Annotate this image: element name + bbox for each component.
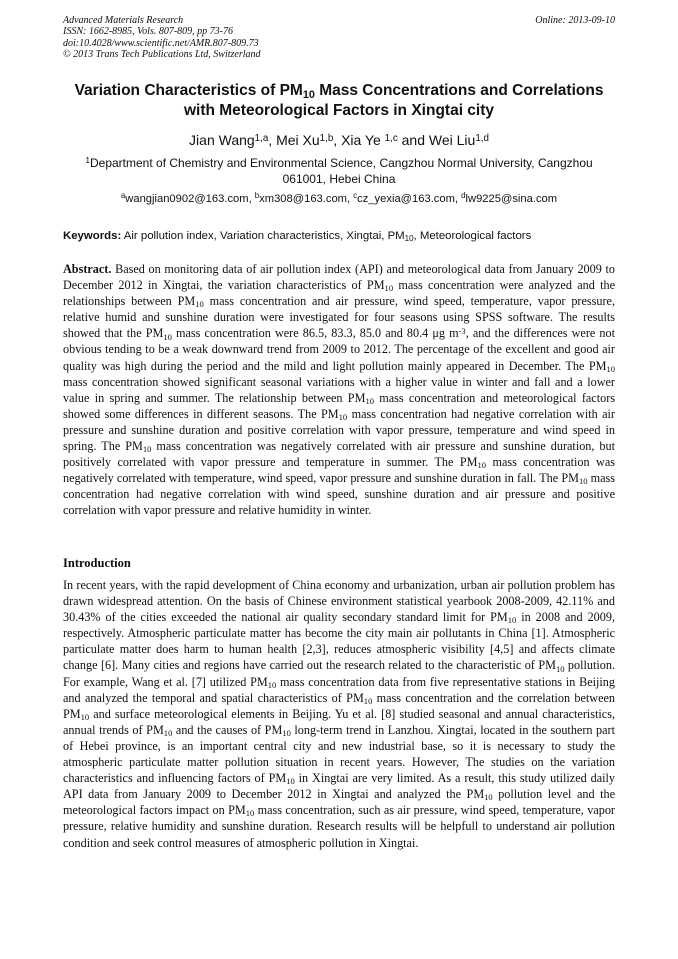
paper-title — [50, 81, 628, 121]
author-name: Jian Wang — [189, 132, 255, 148]
intro-text: pollution level and the meteorological factors impact on PM — [63, 787, 615, 818]
keywords — [63, 229, 623, 244]
intro-text: and the causes of PM — [172, 722, 283, 737]
intro-text: in Xingtai are very limited. As a result, this study utilized daily API data from January 2009 to December 2012 in Xingtai and analyzed the PM — [63, 771, 615, 802]
author-separator: , — [268, 132, 277, 148]
pm-subscript: 10 — [507, 615, 517, 626]
abstract-text: mass concentration were analyzed and the relationships between PM — [63, 278, 616, 309]
pm-subscript: 10 — [282, 727, 291, 738]
journal-name: Advanced Materials Research — [63, 15, 184, 26]
pm-subscript: 10 — [195, 299, 204, 310]
pm-subscript: 10 — [555, 663, 565, 674]
pm-subscript: 10 — [142, 444, 152, 455]
pm-subscript: 10 — [286, 776, 295, 787]
affiliation-number: 1 — [85, 155, 90, 166]
title-part: Variation Characteristics of PM — [74, 82, 303, 99]
email-mark: c — [353, 191, 358, 201]
intro-text: long-term trend in Lanzhou. Xingtai, located in the southern part of Hebei province, is an important central city and new industrial base, so it is necessary to study the atmospheric particulate matter pollution situation in recent years. However, The studies on the variation characteristics and influencing factors of PM — [63, 722, 616, 786]
email-mark: d — [461, 191, 466, 201]
abstract-text: , and the differences were not obvious tending to be a weak downward trend from 2009 to 2012. The percentage of the excellent and good air quality was high during the period and the mild and light pollution mainly appeared in December. The PM — [63, 326, 615, 373]
author-name: Mei Xu — [276, 132, 320, 148]
email-address: xm308@163.com, — [259, 193, 354, 205]
online-date: Online: 2013-09-10 — [535, 15, 615, 26]
email-address: wangjian0902@163.com, — [125, 193, 255, 205]
journal-copyright: © 2013 Trans Tech Publications Ltd, Switzerland — [63, 49, 261, 61]
abstract — [63, 261, 615, 519]
pm-subscript: 10 — [80, 711, 90, 722]
author-affil-mark: 1,d — [475, 132, 489, 144]
pm-subscript: 10 — [365, 395, 374, 406]
abstract-text: mass concentration and meteorological factors showed some differences in different seasons. The PM — [63, 390, 615, 421]
abstract-text: mass concentration was negatively correlated with temperature, wind speed, vapor pressure and sunshine duration in fall. The PM — [63, 455, 616, 486]
author-emails — [50, 192, 628, 207]
intro-text: mass concentration data from five representative stations in Beijing and analyzed the temporal and spatial characteristics of PM — [63, 674, 615, 705]
intro-text: mass concentration, such as air pressure, wind speed, temperature, vapor pressure, relative humidity and sunshine duration. Research results will be helpfull to understand air pollution condition and seek control measures of atmospheric pollution in Xingtai. — [63, 803, 615, 850]
abstract-text: mass concentration had negative correlation with air pressure and sunshine duration and positive correlation with vapor pressure, temperature and wind speed in spring. The PM — [63, 406, 615, 454]
author-list — [50, 131, 628, 149]
keywords-label: Keywords: — [63, 230, 122, 242]
keywords-text: , Meteorological factors — [413, 230, 532, 242]
email-mark: b — [254, 191, 260, 201]
keywords-text: Air pollution index, Variation characteristics, Xingtai, PM — [121, 230, 405, 242]
intro-text: pollution. For example, Wang et al. [7] utilized PM — [63, 658, 615, 689]
pm-subscript: 10 — [267, 679, 277, 690]
email-mark: a — [120, 191, 126, 201]
email-address: lw9225@sina.com — [465, 193, 558, 205]
journal-issn: ISSN: 1662-8985, Vols. 807-809, pp 73-76 — [63, 26, 233, 38]
abstract-text: mass concentration showed significant seasonal variations with a higher value in winter and fall and a lower value in spring and summer. The relationship between PM — [63, 374, 615, 405]
title-subscript: 10 — [302, 88, 315, 101]
pm-subscript: 10 — [384, 283, 394, 294]
author-separator: and — [397, 132, 429, 148]
intro-text: in 2008 and 2009, respectively. Atmospheric particulate matter has become the city main air pollutants in China [1]. Atmospheric particulate matter does harm to human health [2,3], reduces atmospheric visibility [4,5] and affects climate change [6]. Many cities and regions have carried out the research related to the characteristic of PM — [63, 610, 615, 673]
title-part: with Meteorological Factors in Xingtai city — [183, 102, 495, 119]
pm-subscript: 10 — [578, 476, 588, 487]
pm-subscript: 10 — [163, 727, 173, 738]
abstract-text: mass concentration were 86.5, 83.3, 85.0 and 80.4 μg m — [171, 326, 459, 341]
author-affil-mark: 1,c — [384, 132, 398, 144]
abstract-text: mass concentration and air pressure, wind speed, temperature, vapor pressure, relative humid and sunshine duration were investigated for four seasons using SPSS software. The results showed that the PM — [63, 294, 615, 341]
author-affil-mark: 1,b — [319, 132, 334, 144]
author-name: Xia Ye — [341, 132, 381, 148]
pm-subscript: 10 — [163, 331, 172, 342]
unit-superscript: -3 — [458, 325, 466, 336]
email-address: cz_yexia@163.com, — [357, 193, 462, 205]
affiliation — [63, 155, 615, 187]
abstract-text: Based on monitoring data of air pollution index (API) and meteorological data from January 2009 to December 2012 in Xingtai, the variation characteristics of PM — [63, 262, 615, 293]
pm-subscript: 10 — [606, 363, 615, 374]
intro-text: mass concentration and the correlation between PM — [63, 690, 616, 721]
section-heading-introduction: Introduction — [63, 556, 131, 570]
keywords-subscript: 10 — [404, 233, 414, 243]
title-part: Mass Concentrations and Correlations — [314, 82, 604, 99]
journal-header — [63, 15, 615, 61]
pm-subscript: 10 — [477, 460, 487, 471]
author-affil-mark: 1,a — [254, 132, 269, 144]
intro-text: and surface meteorological elements in Beijing. Yu et al. [8] studied seasonal and annual characteristics, annual trends of PM — [63, 706, 615, 737]
pm-subscript: 10 — [245, 808, 255, 819]
author-name: Wei Liu — [428, 132, 476, 148]
author-separator: , — [333, 132, 342, 148]
introduction-body — [63, 577, 615, 851]
pm-subscript: 10 — [338, 411, 348, 422]
journal-doi: doi:10.4028/www.scientific.net/AMR.807-809.73 — [63, 37, 259, 49]
affiliation-text: Department of Chemistry and Environmental Science, Cangzhou Normal University, Cangzhou 061001, Hebei China — [89, 156, 593, 186]
pm-subscript: 10 — [484, 792, 493, 803]
intro-text: In recent years, with the rapid development of China economy and urbanization, urban air pollution problem has drawn widespread attention. On the basis of Chinese environment statistical yearbook 2008-2009, 42.11% and 30.43% of the cities exceeded the national air quality secondary standard limit for PM — [63, 578, 615, 625]
abstract-label: Abstract. — [63, 262, 112, 276]
abstract-text: mass concentration was negatively correlated with air pressure and sunshine duration, but positively correlated with vapor pressure and temperature in summer. The PM — [63, 439, 616, 470]
pm-subscript: 10 — [363, 695, 373, 706]
abstract-text: mass concentration had negative correlation with wind speed, sunshine duration and air pressure and positive correlation with vapor pressure and relative humidity in winter. — [63, 471, 616, 518]
